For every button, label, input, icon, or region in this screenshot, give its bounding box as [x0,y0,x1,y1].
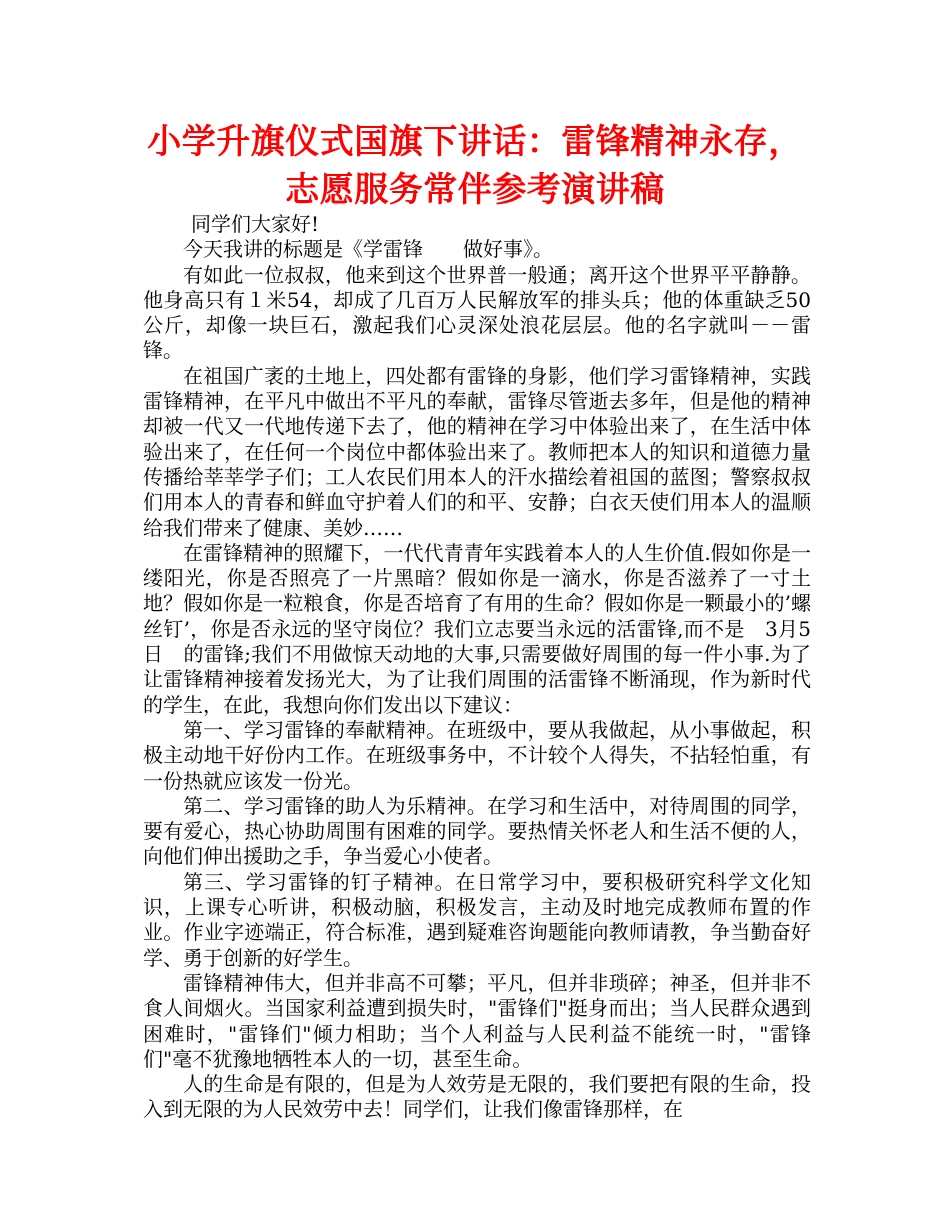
paragraph-greeting: 同学们大家好! [191,212,320,236]
paragraph-suggestion-3: 第三、学习雷锋的钉子精神。在日常学习中，要积极研究科学文化知识，上课专心听讲，积极动脑，积极发言，主动及时地完成教师布置的作业。作业字迹端正，符合标准，遇到疑难咨询题能向教师请教，争当勤奋好学、勇于创新的好学生。 [143,869,811,970]
paragraph-topic: 今天我讲的标题是《学雷锋 做好事》。 [183,237,553,262]
paragraph-suggestion-1: 第一、学习雷锋的奉献精神。在班级中，要从我做起，从小事做起，积极主动地干好份内工作。在班级事务中，不计较个人得失，不拈轻怕重，有一份热就应该发一份光。 [143,717,811,793]
speech-body [143,212,811,1123]
paragraph: 雷锋精神伟大，但并非高不可攀；平凡，但并非琐碎；神圣，但并非不食人间烟火。当国家利益遭到损失时，"雷锋们"挺身而出；当人民群众遇到困难时，"雷锋们"倾力相助；当个人利益与人民利益不能统一时，"雷锋们"毫不犹豫地牺牲本人的一切，甚至生命。 [143,970,811,1071]
document-title [100,118,850,214]
paragraph: 在祖国广袤的土地上，四处都有雷锋的身影，他们学习雷锋精神，实践雷锋精神，在平凡中做出不平凡的奉献，雷锋尽管逝去多年，但是他的精神却被一代又一代地传递下去了，他的精神在学习中体验出来了，在生活中体验出来了，在任何一个岗位中都体验出来了。教师把本人的知识和道德力量传播给莘莘学子们；工人农民们用本人的汗水描绘着祖国的蓝图；警察叔叔们用本人的青春和鲜血守护着人们的和平、安静；白衣天使们用本人的温顺给我们带来了健康、美妙…… [143,363,811,540]
title-line-2: 志愿服务常伴参考演讲稿 [285,170,665,210]
paragraph: 在雷锋精神的照耀下，一代代青青年实践着本人的人生价值.假如你是一缕阳光，你是否照亮了一片黑暗？假如你是一滴水，你是否滋养了一寸土地？假如你是一粒粮食，你是否培育了有用的生命？假如你是一颗最小的’螺丝钉’，你是否永远的坚守岗位？我们立志要当永远的活雷锋,而不是 3月5日 的雷锋;我们不用做惊天动地的大事,只需要做好周围的每一件小事.为了让雷锋精神接着发扬光大，为了让我们周围的活雷锋不断涌现，作为新时代的学生，在此，我想向你们发出以下建议： [143,540,811,717]
paragraph-suggestion-2: 第二、学习雷锋的助人为乐精神。在学习和生活中，对待周围的同学，要有爱心，热心协助周围有困难的同学。要热情关怀老人和生活不便的人，向他们伸出援助之手，争当爱心小使者。 [143,793,811,869]
paragraph: 人的生命是有限的，但是为人效劳是无限的，我们要把有限的生命，投入到无限的为人民效劳中去！同学们，让我们像雷锋那样，在 [143,1072,811,1122]
paragraph: 有如此一位叔叔，他来到这个世界普一般通；离开这个世界平平静静。他身高只有１米54，却成了几百万人民解放军的排头兵；他的体重缺乏50公斤，却像一块巨石，激起我们心灵深处浪花层层。他的名字就叫－－雷锋。 [143,262,811,363]
title-line-1: 小学升旗仪式国旗下讲话：雷锋精神永存， [147,122,803,162]
